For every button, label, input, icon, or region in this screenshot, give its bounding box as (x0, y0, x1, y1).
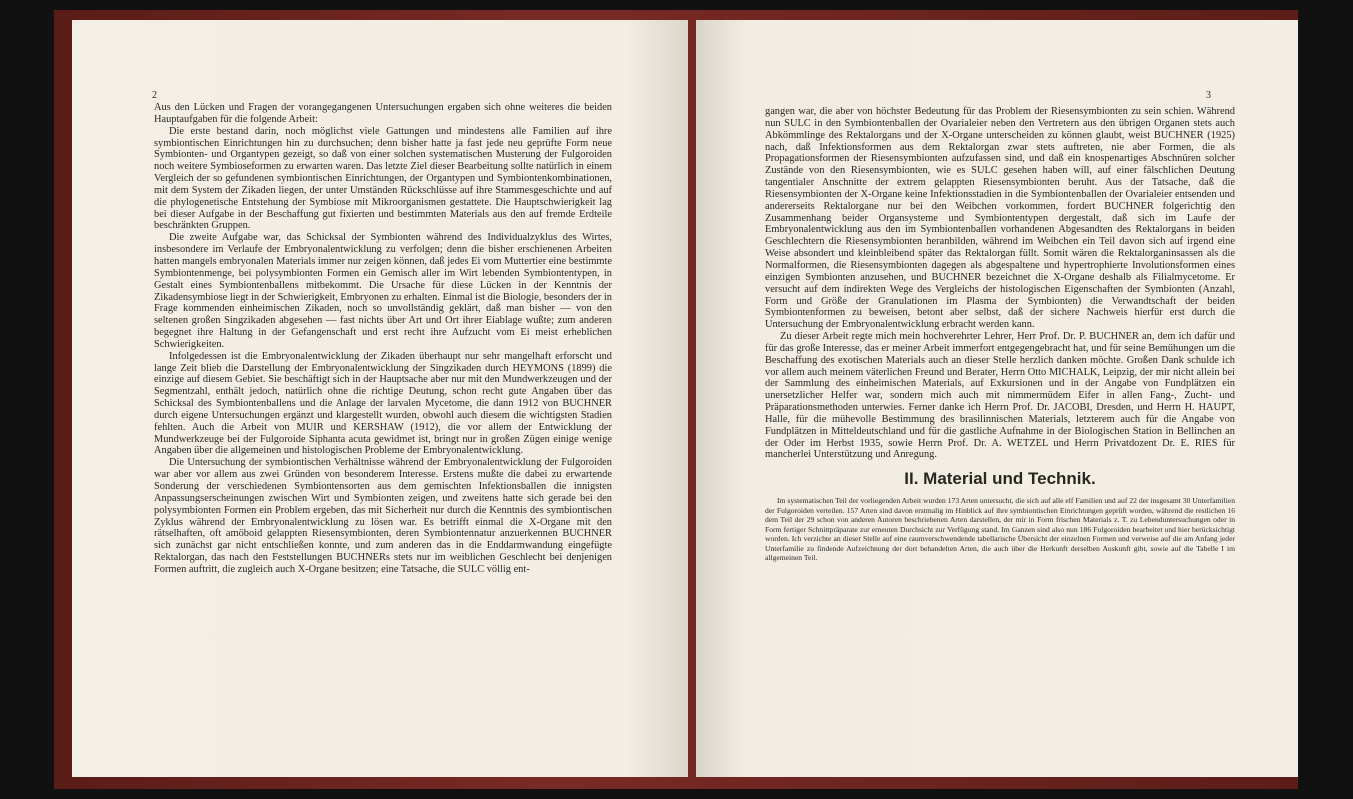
right-page (696, 20, 1298, 777)
paragraph: Infolgedessen ist die Embryonalentwicklung der Zikaden überhaupt nur sehr mangelhaft erforscht und lange Zeit blieb die Darstellung der Embryonalentwicklung der Singzikaden durch HEYMONS (1899) die einzige auf diesem Gebiet. Sie beschäftigt sich in der Hauptsache aber nur mit den Mundwerkzeugen und der Segmentzahl, enthält jedoch, natürlich ohne die richtige Deutung, schon recht gute Angaben über das Schicksal des Symbiontenballens und die Anlage der larvalen Mycetome, die dann 1912 von BUCHNER durch eigene Untersuchungen ergänzt und klargestellt wurden, obwohl auch diesem die wichtigsten Stadien fehlten. Auch die Arbeit von MUIR und KERSHAW (1912), die vor allem der Entwicklung der Mundwerkzeuge bei der Fulgoroide Siphanta acuta gewidmet ist, bringt nur in großen Zügen einige wenige Angaben über die allgemeinen und histologischen Probleme der Embryonalentwicklung. (154, 350, 612, 457)
page-number-right: 3 (1206, 90, 1211, 101)
left-page (72, 20, 688, 777)
paragraph: Die Untersuchung der symbiontischen Verhältnisse während der Embryonalentwicklung der Fulgoroiden war aber vor allem aus zwei Gründen von besonderem Interesse. Erstens mußte die dabei zu erwartende Sonderung der verschiedenen Symbiontensorten aus dem gemischten Infektionsballen die innigsten Anpassungserscheinungen zwischen Wirt und Symbionten zeigen, und zweitens hatte sich gerade bei den polysymbionten Formen ein Problem ergeben, das mit Sicherheit nur durch die Kenntnis des symbiontischen Zyklus während der Embryonalentwicklung zu lösen war. Es betrifft einmal die X-Organe mit den rätselhaften, oft amöboid gelappten Riesensymbionten, deren Symbiontennatur anzuerkennen BUCHNER sich zunächst gar nicht entschließen konnte, und zum anderen das in die Enddarmwandung eingefügte Rektalorgan, das nach den Feststellungen BUCHNERs stets nur im weiblichen Geschlecht bei denjenigen Formen auftritt, die zugleich auch X-Organe besitzen; eine Tatsache, die SULC völlig ent- (154, 457, 612, 575)
paragraph: Die erste bestand darin, noch möglichst viele Gattungen und mindestens alle Familien auf ihre symbiontischen Einrichtungen hin zu durchsuchen; denn bisher hatte ja fast jede neu geprüfte Form neue Symbionten- und Organtypen gezeigt, so daß von einer solchen systematischen Musterung der Fulgoroiden noch weitere Symbioseformen zu erwarten waren. Das letzte Ziel dieser Bearbeitung sollte natürlich in einem Vergleich der so gefundenen symbiontischen Einrichtungen, der Organtypen und Symbiontenkombinationen, mit dem System der Zikaden liegen, der unter Umständen Rückschlüsse auf ihre Stammesgeschichte und auf die phylogenetische Entstehung der Symbiose mit Mikroorganismen gestattete. Die Hauptschwierigkeit lag bei dieser Aufgabe in der Beschaffung gut fixierten und bestimmten Materials aus den auf fremde Erdteile beschränkten Gruppen. (154, 125, 612, 232)
paragraph: gangen war, die aber von höchster Bedeutung für das Problem der Riesensymbionten zu sein schien. Während nun SULC in den Symbiontenballen der Ovarialeier neben den Vertretern aus den übrigen Organen stets auch Abkömmlinge des Rektalorgans und der X-Organe unterscheiden zu können glaubt, weist BUCHNER (1925) nach, daß Infektionsformen aus dem Rektalorgan zwar stets auftreten, nie aber Formen, die als Propagationsformen der Riesensymbionten aufzufassen sind, und daß ein knospenartiges Abschnüren solcher Zustände von den Riesensymbionten, wie es SULC gesehen haben will, auf einer fälschlichen Deutung tangentialer Anschnitte der extrem gelappten Riesensymbionten beruht. Aus der Tatsache, daß die Riesensymbionten der X-Organe keine Infektionsstadien in die Symbiontenballen der Ovarialeier entsenden und andererseits Rektalorgane nur bei den Weibchen vorkommen, fordert BUCHNER folgerichtig den Zusammenhang beider Organsysteme und Symbiontentypen dergestalt, daß sich im Laufe der Embryonalentwicklung aus den im Symbiontenballen vorhandenen Abgesandten des Rektalorgans in beiden Geschlechtern die Riesensymbionten heranbilden, während im Weibchen ein Teil davon sich auf irgend eine Weise absondert und kleinbleibend später das Rektalorgan füllt. Somit wären die Rektalorganinsassen als die Normalformen, die Riesensymbionten dagegen als abgespaltene und hypertrophierte Involutionsformen eines einzigen Symbionten anzusehen, und BUCHNER bezeichnet die X-Organe deshalb als Filialmycetome. Er versucht auf dem indirekten Wege des Vergleichs der histologischen Eigenschaften der Symbionten (Anzahl, Form und Größe der Granulationen im Plasma der Symbionten) die Verwandtschaft der beiden Symbiontenformen zu beweisen, betont aber selbst, daß der sichere Nachweis hierfür erst durch die Untersuchung der Embryonalentwicklung erbracht werden kann. (765, 106, 1235, 331)
right-page-text (765, 106, 1235, 563)
footnote (765, 496, 1235, 563)
footnote-text: Im systematischen Teil der vorliegenden Arbeit wurden 173 Arten untersucht, die sich auf alle elf Familien und auf 22 der insgesamt 30 Unterfamilien der Fulgoroiden verteilen. 157 Arten sind davon erstmalig im Hinblick auf ihre symbiontischen Einrichtungen geprüft worden, während die restlichen 16 dem Teil der 29 schon von anderen Autoren beschriebenen Arten darstellen, der mir in Form frischen Materials z. T. zu Lebenduntersuchungen oder in Form fertiger Schnittpräparate zur erneuten Durchsicht zur Verfügung stand. Im Ganzen sind also nun 186 Fulgoroiden bearbeitet und hier berücksichtigt worden. Ich verzichte an dieser Stelle auf eine raumverschwendende tabellarische Übersicht der einzelnen Formen und verweise auf die am Anfang jeder Unterfamilie zu findende Aufzeichnung der dort behandelten Arten, die auch über die Herkunft derselben Auskunft gibt, sowie auf die Tabelle I im allgemeinen Teil. (765, 496, 1235, 563)
section-heading: II. Material und Technik. (904, 469, 1096, 489)
paragraph: Die zweite Aufgabe war, das Schicksal der Symbionten während des Individualzyklus des Wirtes, insbesondere im Verlaufe der Embryonalentwicklung zu verfolgen; denn die bisher erschienenen Arbeiten hatten mangels embryonalen Materials immer nur zeigen können, daß jedes Ei vom Muttertier eine bestimmte Symbiontenmenge, bei polysymbionten Formen ein Gemisch aller im Wirt lebenden Symbiontentypen, in Gestalt eines Symbiontenballens mitbekommt. Die Ursache für diese Lücken in der Kenntnis der Zikadensymbiose liegt in der Schwierigkeit, Embryonen zu erhalten. Einmal ist die Biologie, besonders der in Frage kommenden einheimischen Zikaden, noch so unvollständig geklärt, daß man bisher — von den seltenen großen Singzikaden abgesehen — fast nichts über Art und Ort ihrer Eiablage wußte; zum anderen begegnet ihre Haltung in der Gefangenschaft und erst recht ihre Aufzucht vom Ei meist erheblichen Schwierigkeiten. (154, 232, 612, 350)
left-page-text (154, 102, 612, 576)
paragraph: Zu dieser Arbeit regte mich mein hochverehrter Lehrer, Herr Prof. Dr. P. BUCHNER an, dem ich dafür und für das große Interesse, das er meiner Arbeit immerfort entgegengebracht hat, und für seine Bemühungen um die Beschaffung des exotischen Materials auch an dieser Stelle herzlich danken möchte. Großen Dank schulde ich vor allem auch meinem väterlichen Freund und Berater, Herrn Otto MICHALK, Leipzig, der mir nicht allein bei der Sammlung des einheimischen Materials, auf Exkursionen und in der Angabe von Fundplätzen ein unersetzlicher Helfer war, sondern mich auch mit nimmermüdem Eifer in allen Fang-, Zucht- und Präparationsmethoden unterwies. Ferner danke ich Herrn Prof. Dr. JACOBI, Dresden, und Herrn H. HAUPT, Halle, für die mühevolle Bestimmung des brasilinnischen Materials, letzterem auch für die Angabe von Fundplätzen in Mitteldeutschland und für die gastliche Aufnahme in der Biologischen Station in Bellinchen an der Oder im Herbst 1935, sowie Herrn Prof. Dr. A. WETZEL und Herrn Privatdozent Dr. E. RIES für mancherlei Unterstützung und Anregung. (765, 331, 1235, 461)
page-number-left: 2 (152, 90, 157, 101)
paragraph: Aus den Lücken und Fragen der vorangegangenen Untersuchungen ergaben sich ohne weiteres die beiden Hauptaufgaben für die folgende Arbeit: (154, 102, 612, 125)
